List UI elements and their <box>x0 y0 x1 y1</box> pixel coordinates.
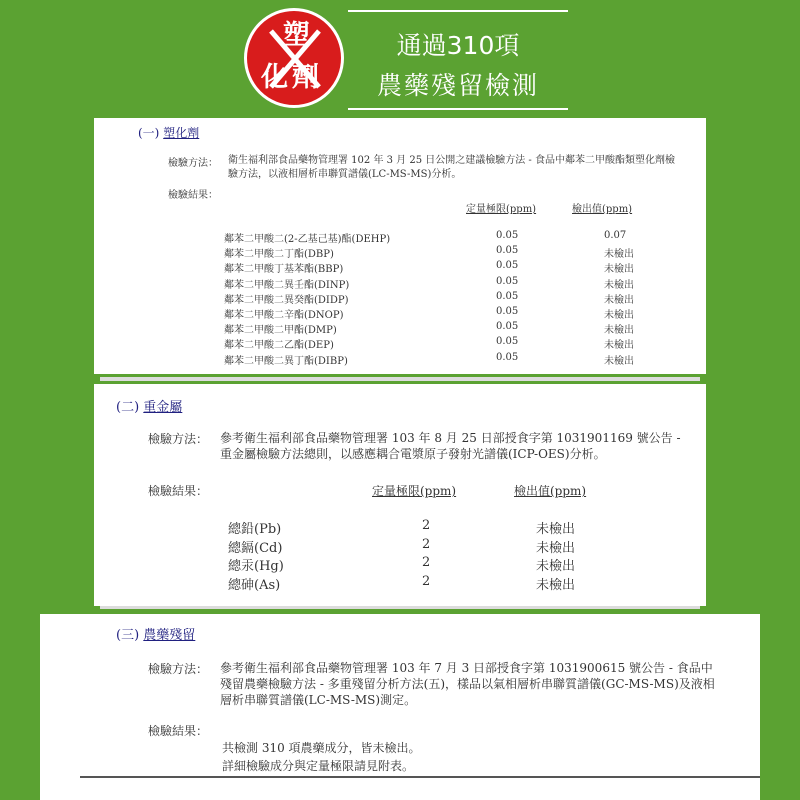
section1-row-name: 鄰苯二甲酸二乙酯(DEP) <box>224 340 334 352</box>
section1-title <box>138 124 199 141</box>
section2-row-limit: 2 <box>422 555 431 570</box>
section1-row-value: 未檢出 <box>604 325 634 337</box>
section1-row-name: 鄰苯二甲酸二辛酯(DNOP) <box>224 310 344 321</box>
section1-row-name: 鄰苯二甲酸丁基苯酯(BBP) <box>224 264 344 276</box>
section1-row-value: 未檢出 <box>604 294 634 306</box>
section1-row-limit: 0.05 <box>496 245 519 257</box>
section1-row-value: 未檢出 <box>604 340 634 352</box>
section2-row-limit: 2 <box>422 536 431 552</box>
section1-row-value: 未檢出 <box>604 355 634 367</box>
section2-row-value: 未檢出 <box>536 559 576 574</box>
title-line2: 農藥殘留檢測 <box>376 71 539 100</box>
section1-row-name: 鄰苯二甲酸二異癸酯(DIDP) <box>224 294 349 306</box>
section2-result-label: 檢驗結果： <box>148 484 209 498</box>
title-bottom-rule <box>348 108 568 110</box>
header-title <box>348 10 568 110</box>
section2-row-limit: 2 <box>422 573 431 589</box>
section3-heading: 農藥殘留 <box>143 628 196 643</box>
section1-row-limit: 0.05 <box>496 321 519 333</box>
section2-row-name: 總砷(As) <box>228 577 281 593</box>
section2-heading: 重金屬 <box>143 400 183 415</box>
badge-line2: 化劑 <box>261 62 323 93</box>
section1-row-name: 鄰苯二甲酸二異壬酯(DINP) <box>224 279 350 291</box>
section1-row-limit: 0.05 <box>496 290 519 302</box>
section3-title <box>116 624 195 643</box>
section1-row-limit: 0.05 <box>496 351 519 363</box>
section1-row-name: 鄰苯二甲酸二異丁酯(DIBP) <box>224 355 348 367</box>
section1-row-value: 未檢出 <box>604 264 634 276</box>
section2-col-limit: 定量極限(ppm) <box>372 484 457 498</box>
badge-line1: 塑 <box>283 20 310 51</box>
section2-row-name: 總鎘(Cd) <box>228 540 283 556</box>
divider-2 <box>100 606 700 609</box>
divider-1 <box>100 377 700 381</box>
section1-row-value: 0.07 <box>604 230 627 241</box>
section1-method-label: 檢驗方法： <box>168 158 218 169</box>
section2-title <box>116 396 182 415</box>
section1-method-text: 衛生福利部食品藥物管理署 102 年 3 月 25 日公開之建議檢驗方法 - 食品中鄰苯二甲酸酯類塑化劑檢驗方法，以液相層析串聯質譜儀(LC-MS-MS)分析。 <box>228 155 675 180</box>
section2-col-value: 檢出值(ppm) <box>514 484 587 498</box>
section3-method-label: 檢驗方法： <box>148 662 209 676</box>
section2-method-text: 參考衛生福利部食品藥物管理署 103 年 8 月 25 日部授食字第 1031901169 號公告 - 重金屬檢驗方法總則，以感應耦合電漿原子發射光譜儀(ICP-OES)分析。 <box>220 431 681 462</box>
section1-row-name: 鄰苯二甲酸二丁酯(DBP) <box>224 249 334 261</box>
section1-row-limit: 0.05 <box>496 336 519 348</box>
section2-number: (二) <box>116 400 140 415</box>
section2-method-label: 檢驗方法： <box>148 432 209 446</box>
section1-row-name: 鄰苯二甲酸二(2-乙基己基)酯(DEHP) <box>224 234 391 245</box>
section2-row-value: 未檢出 <box>536 522 576 537</box>
section3-method-text: 參考衛生福利部食品藥物管理署 103 年 7 月 3 日部授食字第 1031900615 號公告 - 食品中殘留農藥檢驗方法 - 多重殘留分析方法(五)，樣品以氣相層析串聯質譜儀(GC-MS-MS)及液相層析串聯質譜儀(LC-MS-MS)測定。 <box>220 661 715 708</box>
section1-row-value: 未檢出 <box>604 279 634 291</box>
section1-number: (一) <box>138 126 160 140</box>
section1-row-value: 未檢出 <box>604 249 634 261</box>
heavy-metal-section <box>94 384 706 606</box>
bottom-rule <box>80 776 760 778</box>
section1-col-value: 檢出值(ppm) <box>572 204 633 215</box>
section1-row-limit: 0.05 <box>496 275 519 287</box>
section3-result-line1: 共檢測 310 項農藥成分，皆未檢出。 <box>222 741 421 755</box>
title-top-rule <box>348 10 568 12</box>
no-plasticizer-badge <box>244 8 344 108</box>
section2-row-name: 總汞(Hg) <box>228 559 284 574</box>
section1-row-limit: 0.05 <box>496 260 519 272</box>
section1-row-name: 鄰苯二甲酸二甲酯(DMP) <box>224 325 337 337</box>
plasticizer-section <box>94 118 706 374</box>
section1-row-limit: 0.05 <box>496 230 519 241</box>
section3-number: (三) <box>116 628 140 643</box>
section3-result-label: 檢驗結果： <box>148 724 209 738</box>
section1-row-limit: 0.05 <box>496 306 519 317</box>
section2-row-value: 未檢出 <box>536 577 576 593</box>
section3-result-line2: 詳細檢驗成分與定量極限請見附表。 <box>222 759 415 773</box>
section2-row-value: 未檢出 <box>536 540 576 556</box>
section1-row-value: 未檢出 <box>604 310 634 321</box>
section2-row-limit: 2 <box>422 518 431 533</box>
title-line1: 通過310項 <box>396 31 520 60</box>
section1-heading: 塑化劑 <box>163 126 200 140</box>
section1-col-limit: 定量極限(ppm) <box>466 204 537 215</box>
section1-result-label: 檢驗結果： <box>168 190 218 201</box>
section2-row-name: 總鉛(Pb) <box>228 522 282 537</box>
header-banner <box>0 0 800 118</box>
pesticide-section <box>40 614 760 800</box>
